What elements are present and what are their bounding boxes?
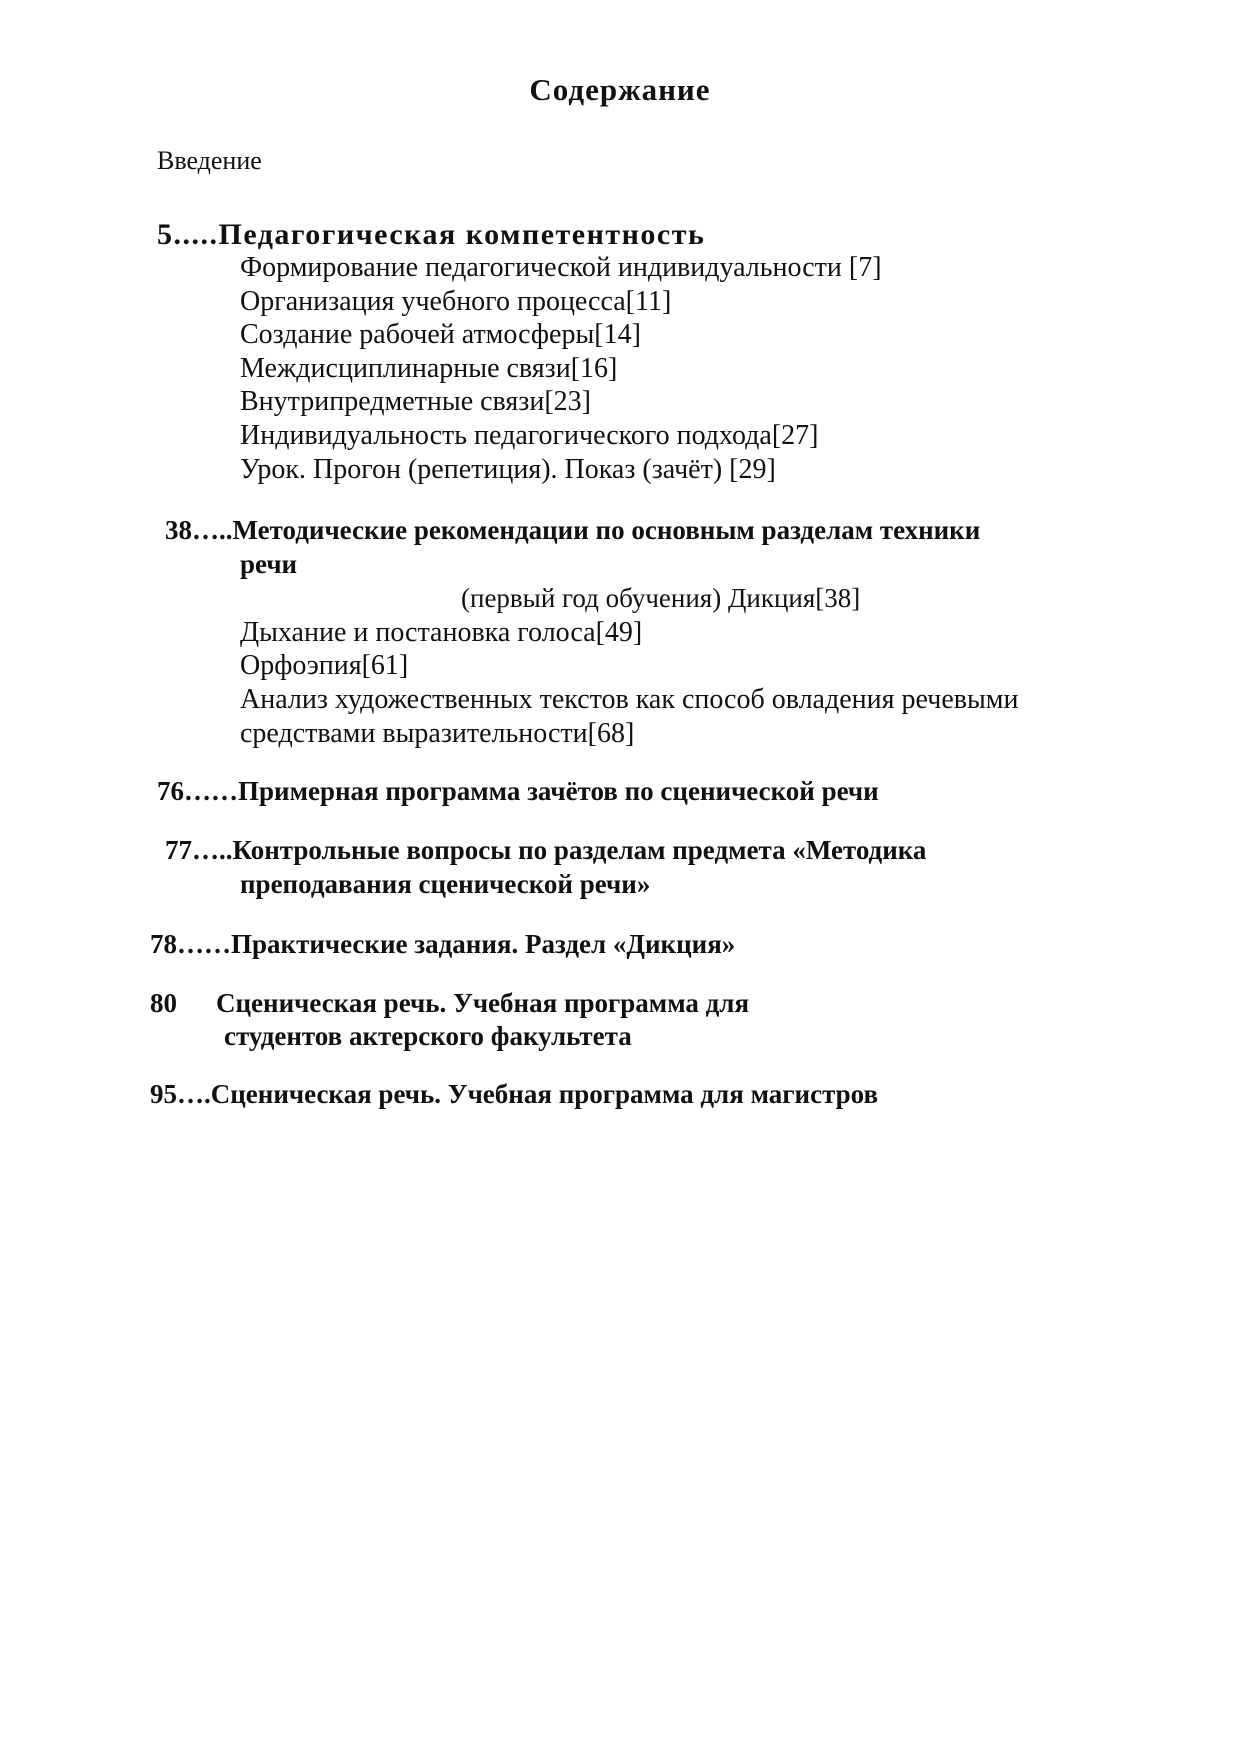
toc-section-heading-continuation: студентов актерского факультета [224, 1021, 632, 1051]
page-title: Содержание [529, 72, 711, 107]
toc-item: Внутрипредметные связи[23] [240, 386, 591, 417]
toc-item: Организация учебного процесса[11] [240, 286, 672, 317]
toc-section-heading: 78……Практические задания. Раздел «Дикция» [150, 929, 736, 959]
toc-section-heading: 95….Сценическая речь. Учебная программа для магистров [150, 1079, 879, 1109]
toc-section-heading: 5.....Педагогическая компетентность [157, 218, 706, 251]
toc-section-heading: Сценическая речь. Учебная программа для [216, 988, 750, 1018]
toc-section-heading-continuation: преподавания сценической речи» [240, 869, 651, 899]
toc-subheading: (первый год обучения) Дикция[38] [461, 583, 861, 613]
toc-item: Анализ художественных текстов как способ овладения речевыми [240, 684, 1019, 715]
toc-item: Индивидуальность педагогического подхода[27] [240, 420, 819, 451]
toc-section-heading: 38…..Методические рекомендации по основным разделам техники [165, 515, 981, 545]
toc-section-heading: 77…..Контрольные вопросы по разделам предмета «Методика [165, 835, 927, 865]
toc-page-number: 80 [150, 988, 177, 1018]
toc-item: Создание рабочей атмосферы[14] [240, 319, 641, 350]
toc-item: Формирование педагогической индивидуальности [7] [240, 252, 882, 283]
toc-item: Орфоэпия[61] [240, 650, 409, 681]
toc-entry-introduction: Введение [157, 146, 262, 175]
toc-item: Урок. Прогон (репетиция). Показ (зачёт) [29] [240, 454, 776, 485]
toc-item: средствами выразительности[68] [240, 718, 635, 749]
toc-item: Междисциплинарные связи[16] [240, 353, 618, 384]
toc-section-heading-continuation: речи [240, 549, 298, 579]
toc-item: Дыхание и постановка голоса[49] [240, 617, 643, 648]
toc-section-heading: 76……Примерная программа зачётов по сценической речи [157, 776, 879, 806]
